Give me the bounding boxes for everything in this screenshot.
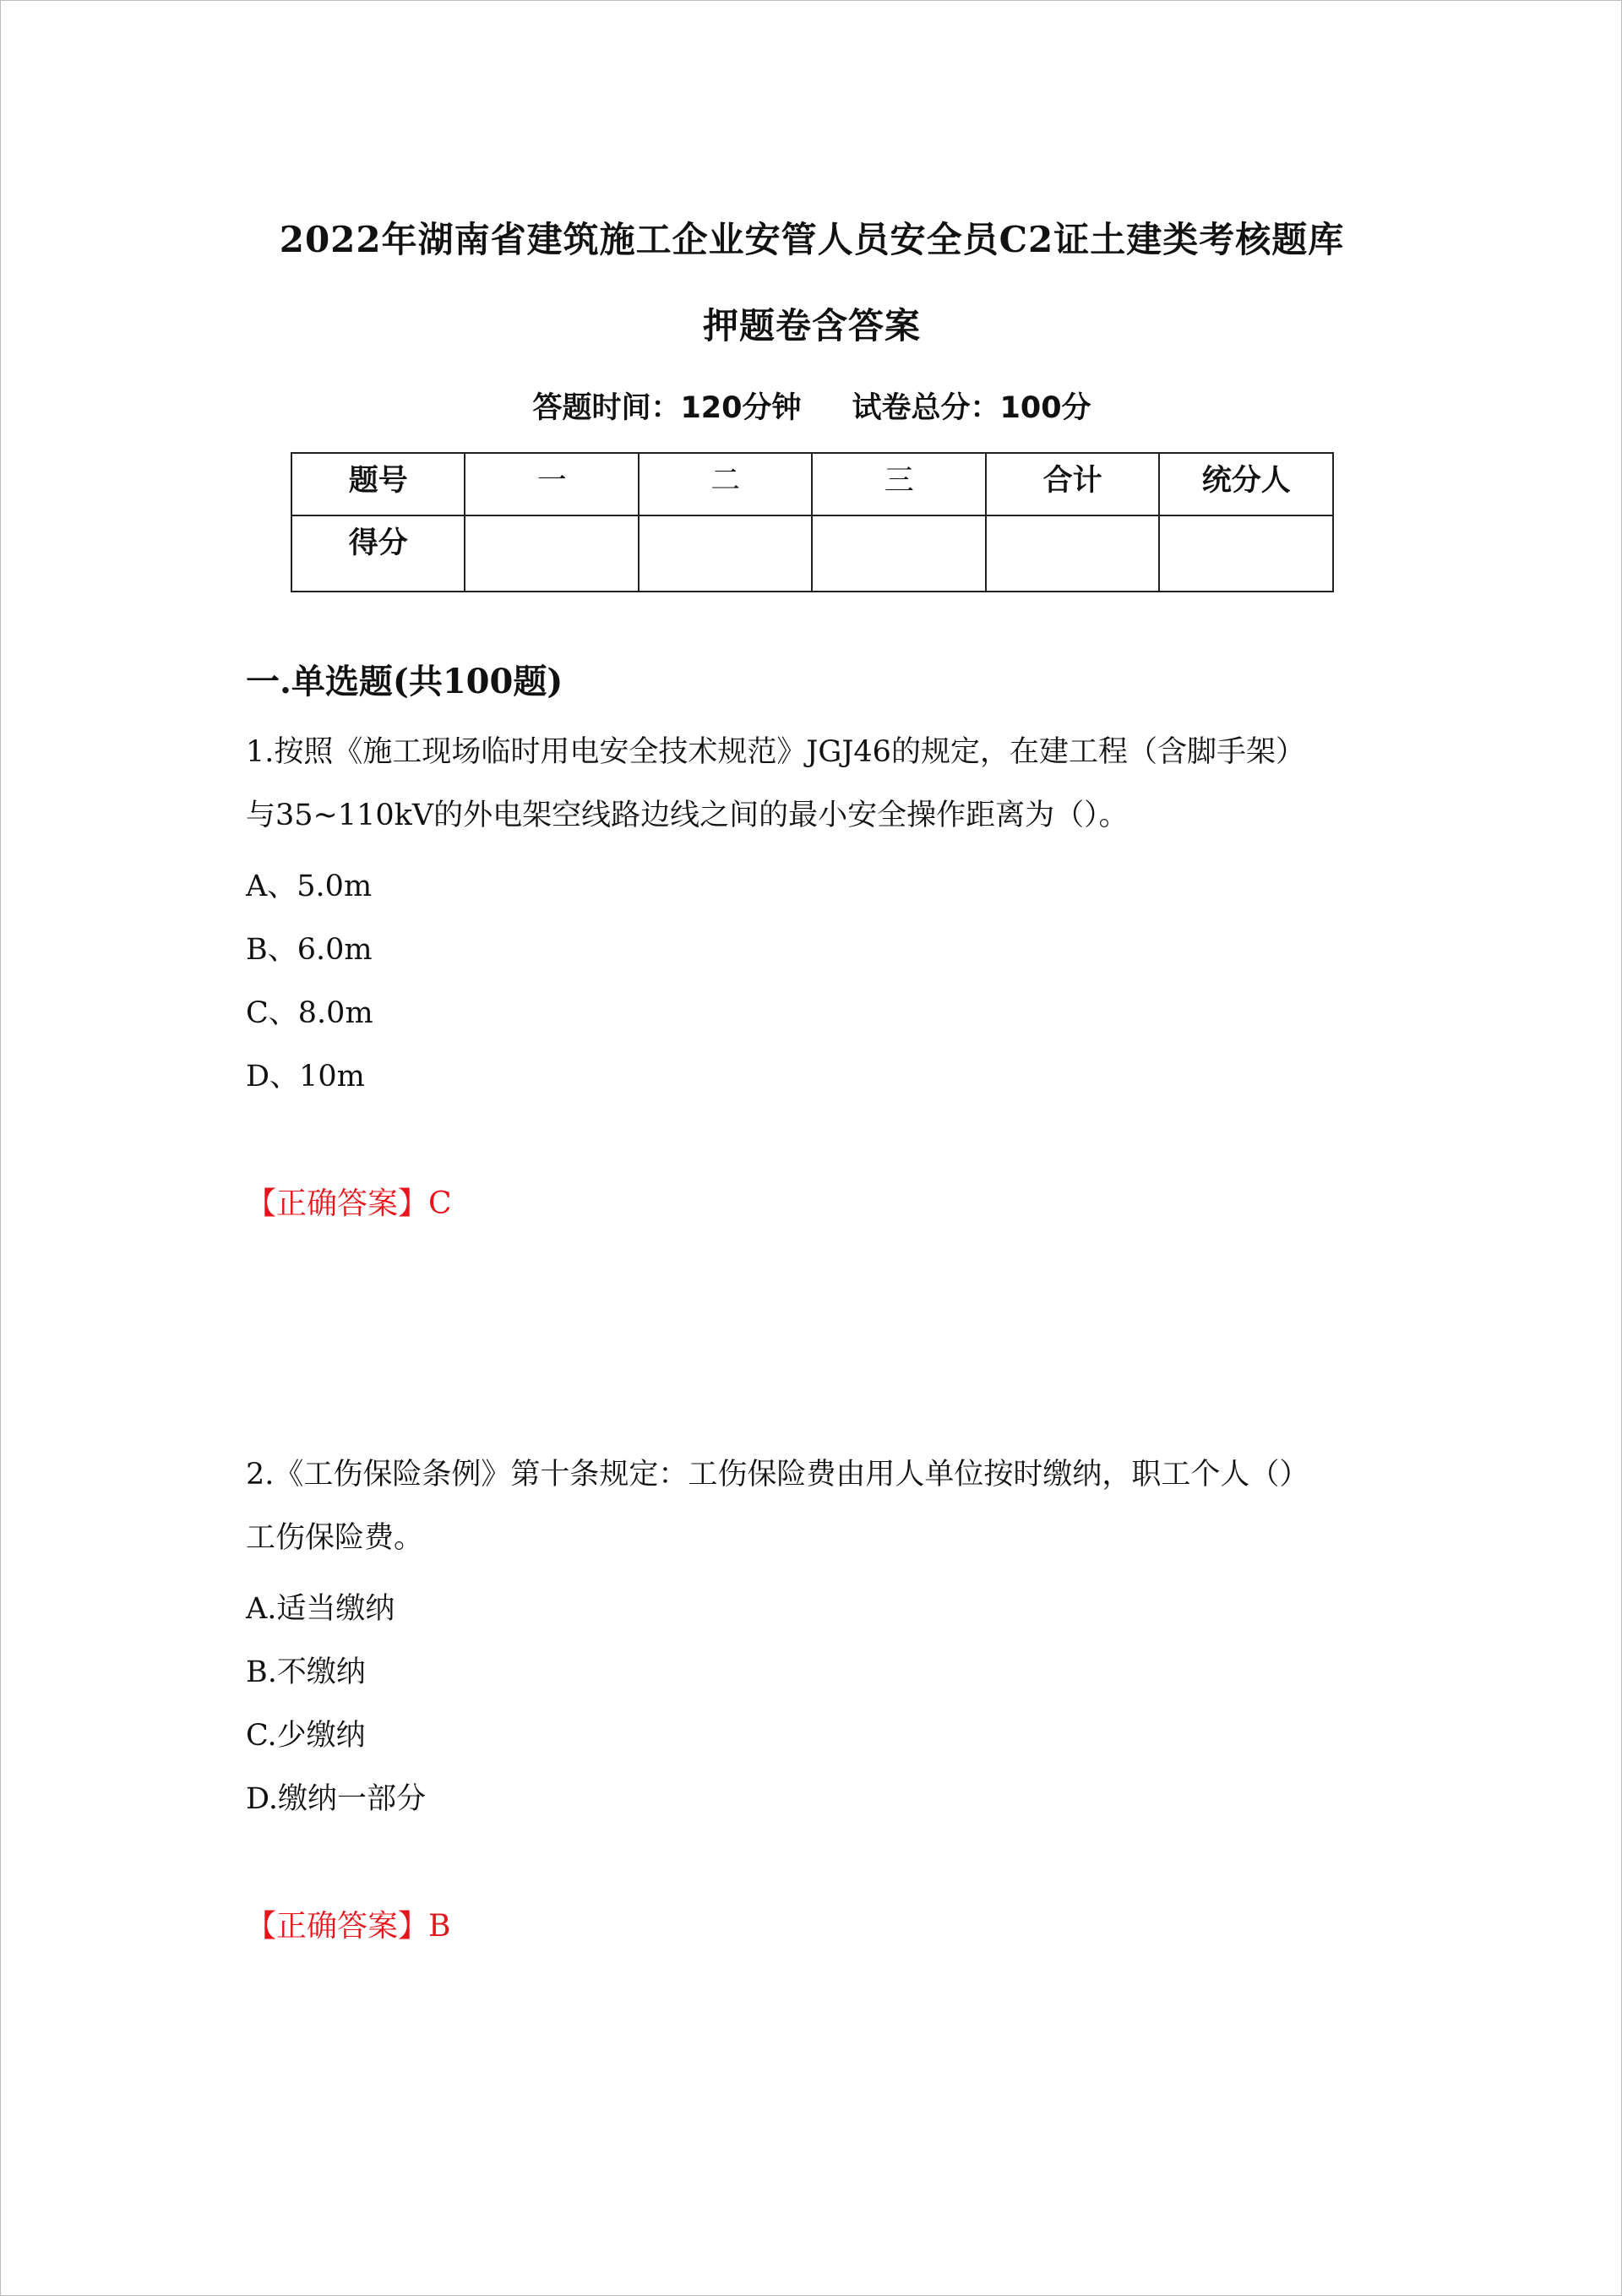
section-title: 一.单选题(共100题)	[246, 662, 563, 701]
score-table-header-cell: 二	[639, 453, 812, 515]
exam-meta	[1, 384, 1622, 427]
question-2-stem	[246, 1443, 1386, 1570]
score-table	[291, 452, 1334, 592]
total-score: 试卷总分：100分	[852, 391, 1091, 425]
score-table-header-row	[291, 453, 1333, 515]
question-2-option-d: D.缴纳一部分	[246, 1782, 426, 1816]
document-title-line2: 押题卷含答案	[702, 305, 921, 346]
question-2-stem-line2: 工伤保险费。	[246, 1521, 424, 1555]
score-cell	[986, 515, 1159, 592]
score-table-header-cell: 合计	[986, 453, 1159, 515]
question-1-stem-line2: 与35~110kV的外电架空线路边线之间的最小安全操作距离为（）。	[246, 799, 1129, 832]
question-2-answer: 【正确答案】B	[246, 1909, 451, 1944]
score-table-header-cell: 统分人	[1159, 453, 1333, 515]
question-1-option-c: C、8.0m	[246, 996, 373, 1030]
question-2-option-a: A.适当缴纳	[246, 1592, 395, 1626]
score-cell	[639, 515, 812, 592]
question-1-answer: 【正确答案】C	[246, 1186, 452, 1221]
score-table-header-cell: 三	[812, 453, 985, 515]
document-title-line1: 2022年湖南省建筑施工企业安管人员安全员C2证土建类考核题库	[279, 219, 1345, 260]
score-cell	[465, 515, 638, 592]
score-cell	[1159, 515, 1333, 592]
score-table-header-cell: 题号	[291, 453, 465, 515]
question-2-option-b: B.不缴纳	[246, 1655, 366, 1689]
question-1-stem	[246, 721, 1386, 848]
score-table-score-row	[291, 515, 1333, 592]
question-1-stem-line1: 1.按照《施工现场临时用电安全技术规范》JGJ46的规定，在建工程（含脚手架）	[246, 735, 1305, 769]
exam-time: 答题时间：120分钟	[532, 391, 802, 425]
question-1-option-b: B、6.0m	[246, 933, 373, 967]
question-2-stem-line1: 2.《工伤保险条例》第十条规定：工伤保险费由用人单位按时缴纳，职工个人（）	[246, 1458, 1309, 1492]
question-1-option-a: A、5.0m	[246, 870, 373, 903]
question-2-option-c: C.少缴纳	[246, 1719, 366, 1753]
score-table-row-label: 得分	[291, 515, 465, 592]
score-cell	[812, 515, 985, 592]
score-table-header-cell: 一	[465, 453, 638, 515]
question-1-option-d: D、10m	[246, 1060, 365, 1093]
